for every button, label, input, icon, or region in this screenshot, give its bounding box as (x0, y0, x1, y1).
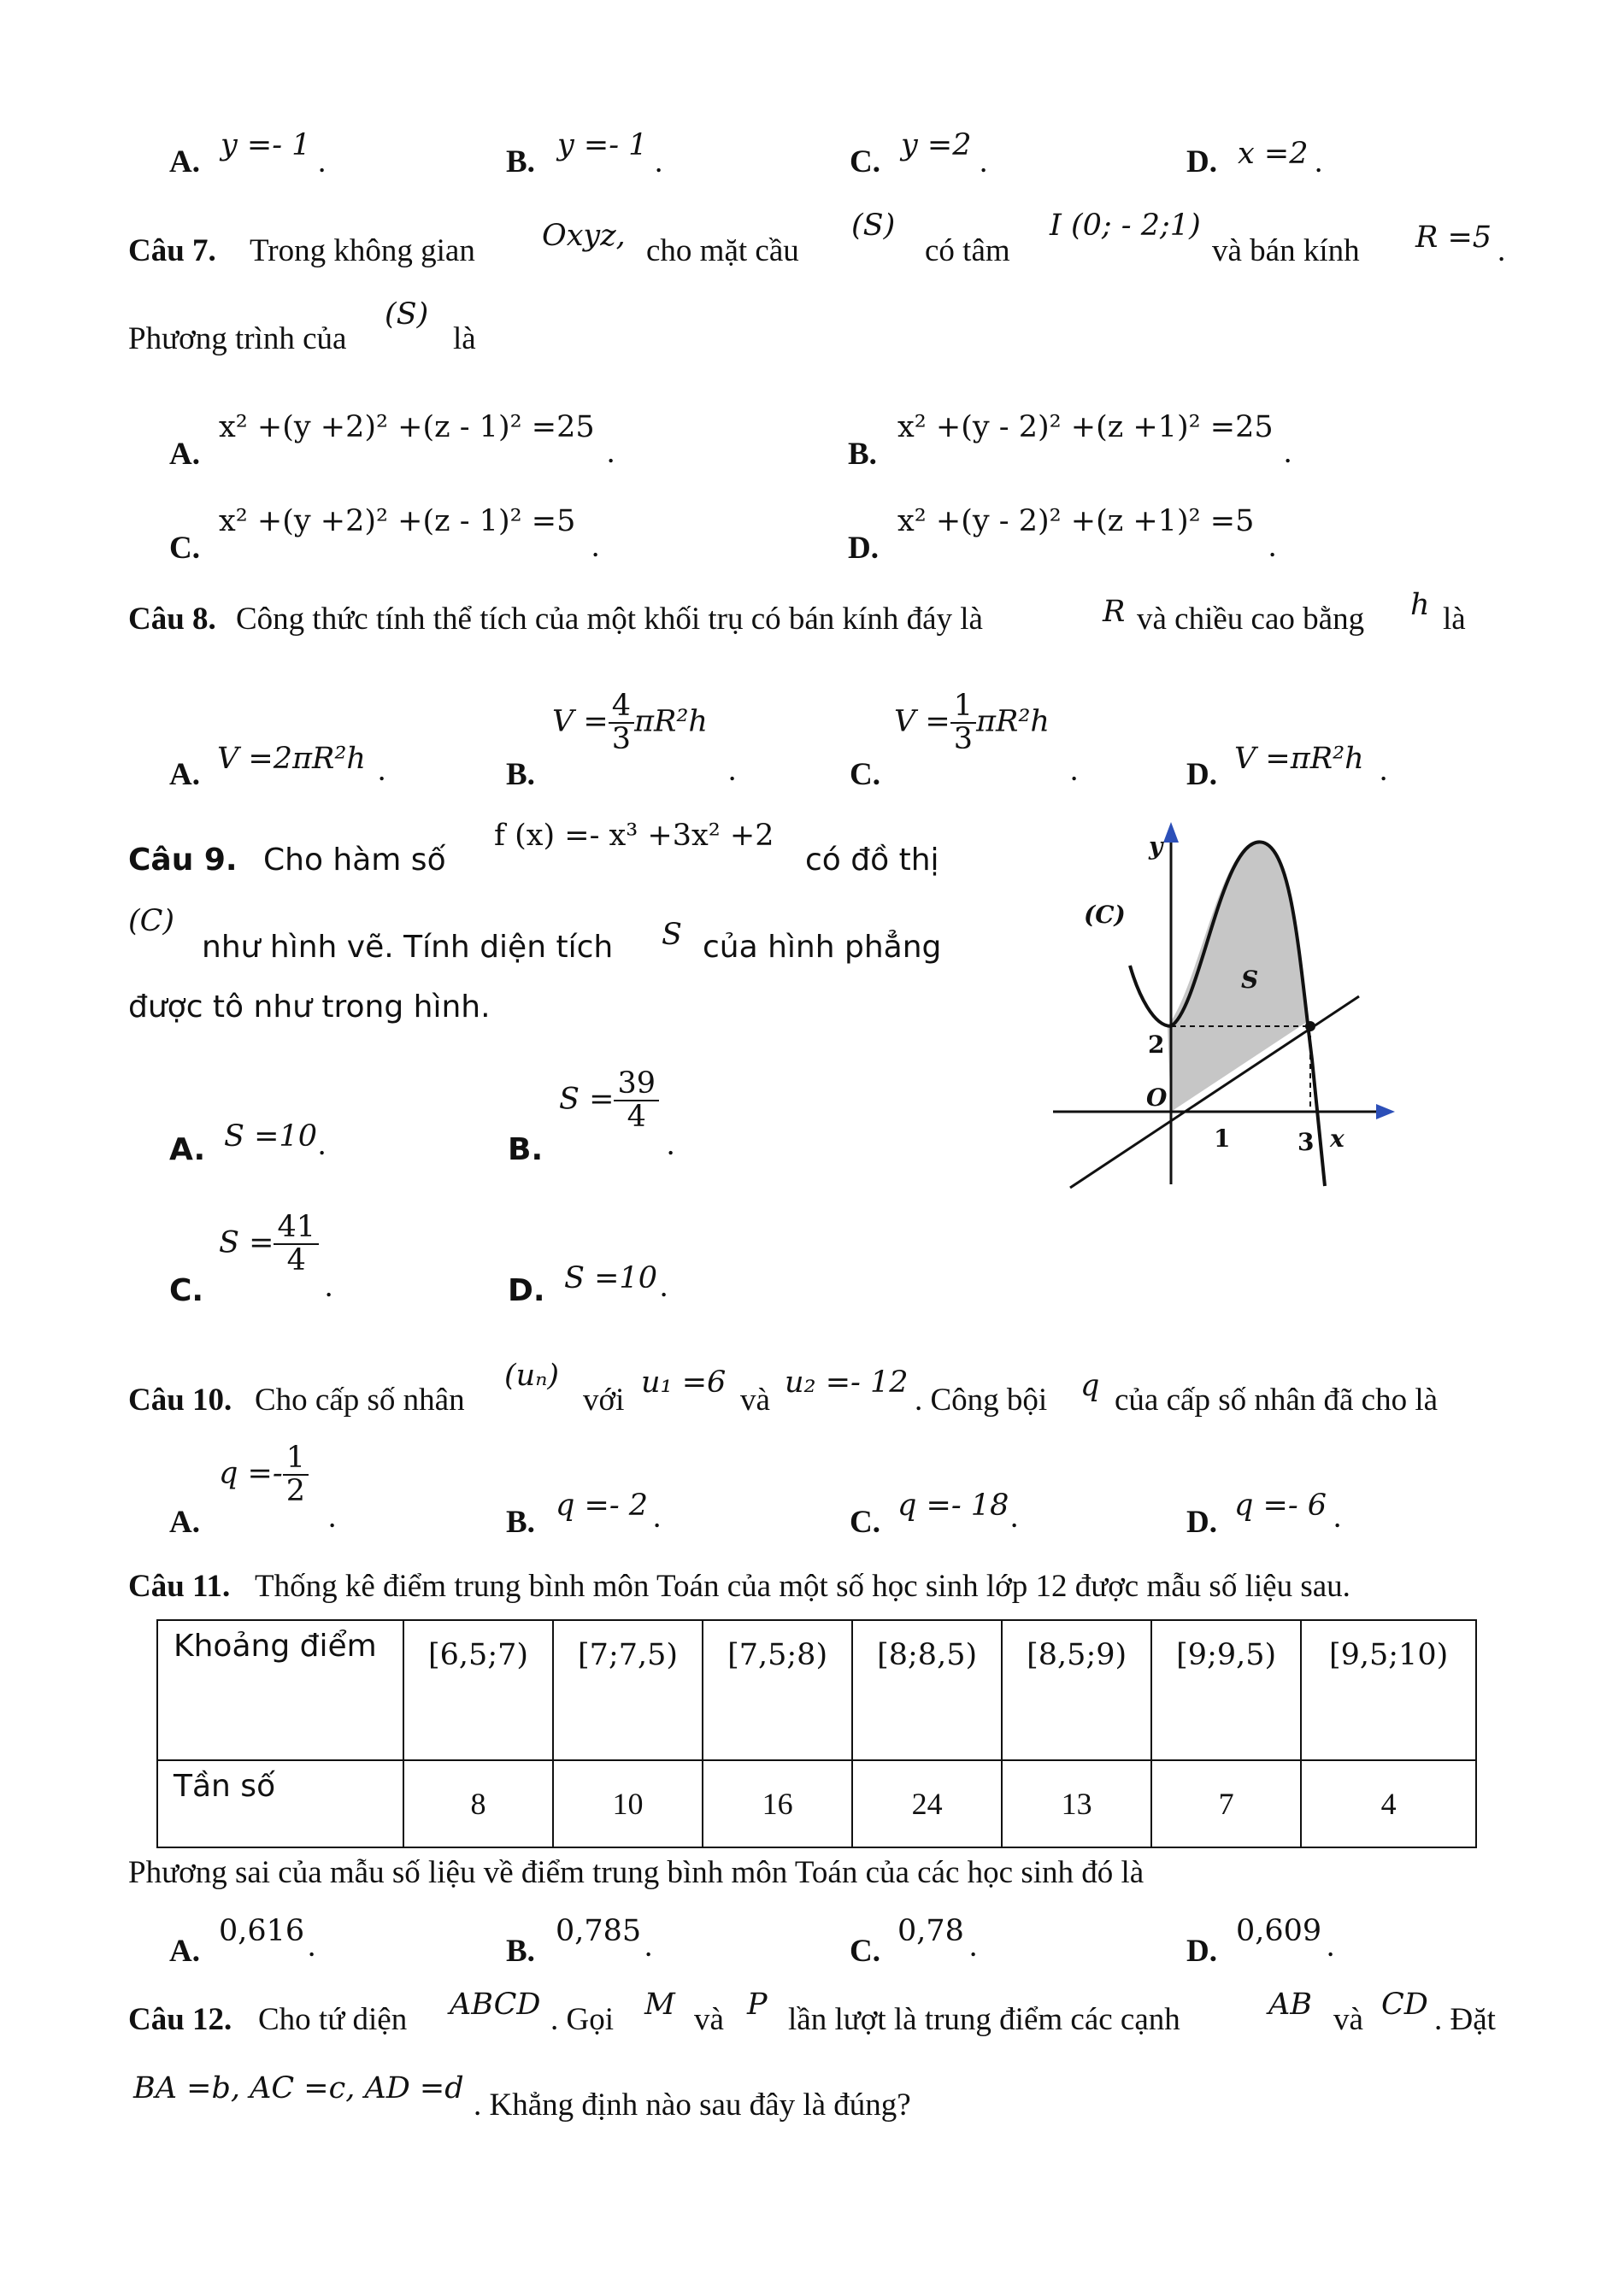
q9-text: của hình phẳng (703, 930, 942, 965)
area-label: S (1241, 966, 1259, 994)
q7-label: Câu 7. (128, 233, 216, 268)
q10-text: của cấp số nhân đã cho là (1115, 1383, 1439, 1418)
q12-tetrahedron: ABCD (450, 1988, 541, 2022)
q11-option-b-value: 0,785 (556, 1914, 642, 1948)
interval-cell: [8;8,5) (852, 1620, 1002, 1760)
tick-label-2: 2 (1148, 1031, 1165, 1059)
q10-option-c-label: C. (850, 1505, 880, 1540)
q8-label: Câu 8. (128, 602, 216, 637)
q10-sequence: (uₙ) (504, 1359, 560, 1393)
q7-option-d-label: D. (848, 531, 879, 566)
q12-text: và (1333, 2002, 1363, 2037)
frequency-cell: 7 (1151, 1760, 1301, 1847)
y-axis-arrow-icon (1163, 822, 1179, 843)
q9-function: f (x) =- x³ +3x² +2 (494, 819, 774, 853)
q7-text: và bán kính (1212, 233, 1360, 268)
table-row (157, 1760, 1476, 1847)
q9-label: Câu 9. (128, 843, 238, 878)
q10-text: . Công bội (915, 1383, 1048, 1418)
q8-option-c-value: V = $\frac{1}{3}$ πR²h (894, 689, 1050, 756)
q9-area-symbol: S (662, 918, 682, 952)
q8-option-d-label: D. (1186, 757, 1217, 792)
q7-option-c-value: x² +(y +2)² +(z - 1)² =5 (219, 504, 576, 538)
q6-option-b-value: y =- 1 (557, 128, 648, 162)
tick-label-1: 1 (1214, 1125, 1231, 1153)
q7-option-a-label: A. (169, 437, 200, 472)
q12-text: lần lượt là trung điểm các cạnh (788, 2002, 1180, 2037)
q8-text: và chiều cao bằng (1137, 602, 1365, 637)
fraction: $\frac{39}{4}$ (614, 1068, 659, 1133)
q8-option-b-label: B. (506, 757, 535, 792)
fraction: $\frac{1}{2}$ (283, 1442, 309, 1507)
q8-text: là (1443, 602, 1466, 637)
q10-option-b-value: q =- 2 (556, 1489, 649, 1523)
q12-edge-cd: CD (1381, 1988, 1428, 2022)
q9-option-b-value: S = $\frac{39}{4}$ (559, 1068, 659, 1133)
y-axis-label: y (1149, 832, 1163, 860)
q11-option-b-label: B. (506, 1934, 535, 1969)
q9-curve: (C) (128, 904, 175, 938)
q10-option-b-label: B. (506, 1505, 535, 1540)
q7-option-d-value: x² +(y - 2)² +(z +1)² =5 (897, 504, 1255, 538)
q10-u1: u₁ =6 (641, 1365, 727, 1400)
fraction: $\frac{41}{4}$ (274, 1212, 319, 1277)
q9-text: Cho hàm số (263, 843, 446, 878)
q11-question: Phương sai của mẫu số liệu về điểm trung bình môn Toán của các học sinh đó là (128, 1855, 1144, 1890)
q7-sphere: (S) (385, 297, 429, 332)
row-header-interval: Khoảng điểm (157, 1620, 403, 1760)
q8-height: h (1410, 588, 1430, 622)
q11-option-c-value: 0,78 (897, 1914, 964, 1948)
origin-label: O (1146, 1083, 1168, 1112)
q9-option-d-value: S =10 (564, 1261, 657, 1295)
q12-edge-ab: AB (1268, 1988, 1312, 2022)
q10-text: và (740, 1383, 770, 1418)
table-row (157, 1620, 1476, 1760)
q9-option-a-label: A. (169, 1132, 206, 1167)
q8-option-c-label: C. (850, 757, 880, 792)
x-axis-label: x (1330, 1125, 1345, 1153)
q9-text: có đồ thị (805, 843, 939, 878)
q12-text: . Đặt (1434, 2002, 1496, 2037)
q6-option-c-label: C. (850, 144, 880, 179)
q9-option-c-value: S = $\frac{41}{4}$ (219, 1212, 319, 1277)
fraction: $\frac{1}{3}$ (950, 690, 976, 755)
q12-label: Câu 12. (128, 2002, 232, 2037)
q9-text: như hình vẽ. Tính diện tích (202, 930, 614, 965)
frequency-table (156, 1619, 1477, 1848)
q10-option-a-value: q =- $\frac{1}{2}$ (219, 1442, 309, 1507)
q12-text: . Gọi (550, 2002, 614, 2037)
q7-text: có tâm (925, 233, 1010, 268)
intersection-point (1305, 1021, 1315, 1031)
q12-point-p: P (747, 1988, 768, 2022)
q8-option-b-value: V = $\frac{4}{3}$ πR²h (552, 689, 708, 756)
q7-option-c-label: C. (169, 531, 200, 566)
x-axis-arrow-icon (1376, 1104, 1395, 1119)
q11-option-a-value: 0,616 (219, 1914, 305, 1948)
interval-cell: [6,5;7) (403, 1620, 553, 1760)
q10-option-a-label: A. (169, 1505, 200, 1540)
q10-option-c-value: q =- 18 (897, 1489, 1009, 1523)
q10-u2: u₂ =- 12 (785, 1365, 909, 1400)
frequency-cell: 10 (553, 1760, 703, 1847)
q12-vectors: BA =b, AC =c, AD =d (133, 2071, 464, 2105)
q7-sphere: (S) (851, 208, 896, 243)
frequency-cell: 13 (1002, 1760, 1151, 1847)
q12-text: . Khẳng định nào sau đây là đúng? (474, 2088, 911, 2123)
frequency-cell: 16 (703, 1760, 852, 1847)
q8-radius: R (1103, 595, 1126, 629)
fraction: $\frac{4}{3}$ (609, 690, 634, 755)
q7-text: là (453, 321, 476, 356)
curve-label: (C) (1084, 901, 1126, 929)
q10-ratio: q (1080, 1369, 1100, 1403)
q8-option-a-label: A. (169, 757, 200, 792)
q10-option-d-label: D. (1186, 1505, 1217, 1540)
q9-graph (1043, 812, 1410, 1196)
q6-option-d-value: x =2 (1238, 137, 1309, 171)
q7-option-b-label: B. (848, 437, 877, 472)
q7-option-b-value: x² +(y - 2)² +(z +1)² =25 (897, 410, 1274, 444)
interval-cell: [7,5;8) (703, 1620, 852, 1760)
q11-option-c-label: C. (850, 1934, 880, 1969)
q9-option-b-label: B. (508, 1132, 544, 1167)
q11-option-a-label: A. (169, 1934, 200, 1969)
frequency-cell: 24 (852, 1760, 1002, 1847)
q6-option-c-value: y =2 (901, 128, 972, 162)
q7-text: Trong không gian (250, 233, 475, 268)
q7-option-a-value: x² +(y +2)² +(z - 1)² =25 (219, 410, 595, 444)
q11-option-d-value: 0,609 (1236, 1914, 1322, 1948)
q7-text: cho mặt cầu (646, 233, 799, 268)
q7-space: Oxyz, (542, 219, 626, 253)
q9-option-d-label: D. (508, 1273, 545, 1308)
row-header-frequency: Tần số (157, 1760, 403, 1847)
q10-label: Câu 10. (128, 1383, 232, 1418)
q12-point-m: M (644, 1988, 675, 2022)
q10-text: Cho cấp số nhân (255, 1383, 465, 1418)
q7-center: I (0; - 2;1) (1050, 208, 1201, 243)
q6-option-a-label: A. (169, 144, 200, 179)
q8-option-d-value: V =πR²h (1234, 742, 1364, 776)
q8-option-a-value: V =2πR²h (217, 742, 366, 776)
q8-text: Công thức tính thể tích của một khối trụ có bán kính đáy là (236, 602, 983, 637)
tick-label-3: 3 (1297, 1128, 1315, 1156)
q9-text: được tô như trong hình. (128, 989, 491, 1025)
q12-text: Cho tứ diện (258, 2002, 408, 2037)
q6-option-b-label: B. (506, 144, 535, 179)
q9-option-a-value: S =10 (224, 1119, 317, 1154)
q11-label: Câu 11. (128, 1569, 231, 1604)
q10-text: với (583, 1383, 625, 1418)
interval-cell: [9;9,5) (1151, 1620, 1301, 1760)
frequency-cell: 4 (1301, 1760, 1476, 1847)
interval-cell: [9,5;10) (1301, 1620, 1476, 1760)
q7-text: Phương trình của (128, 321, 347, 356)
q11-text: Thống kê điểm trung bình môn Toán của một số học sinh lớp 12 được mẫu số liệu sau. (255, 1569, 1350, 1604)
interval-cell: [7;7,5) (553, 1620, 703, 1760)
q9-option-c-label: C. (169, 1273, 204, 1308)
q12-text: và (694, 2002, 724, 2037)
interval-cell: [8,5;9) (1002, 1620, 1151, 1760)
q10-option-d-value: q =- 6 (1234, 1489, 1327, 1523)
q6-option-d-label: D. (1186, 144, 1217, 179)
frequency-cell: 8 (403, 1760, 553, 1847)
q6-option-a-value: y =- 1 (221, 128, 311, 162)
q7-radius: R =5 (1415, 220, 1492, 255)
q11-option-d-label: D. (1186, 1934, 1217, 1969)
